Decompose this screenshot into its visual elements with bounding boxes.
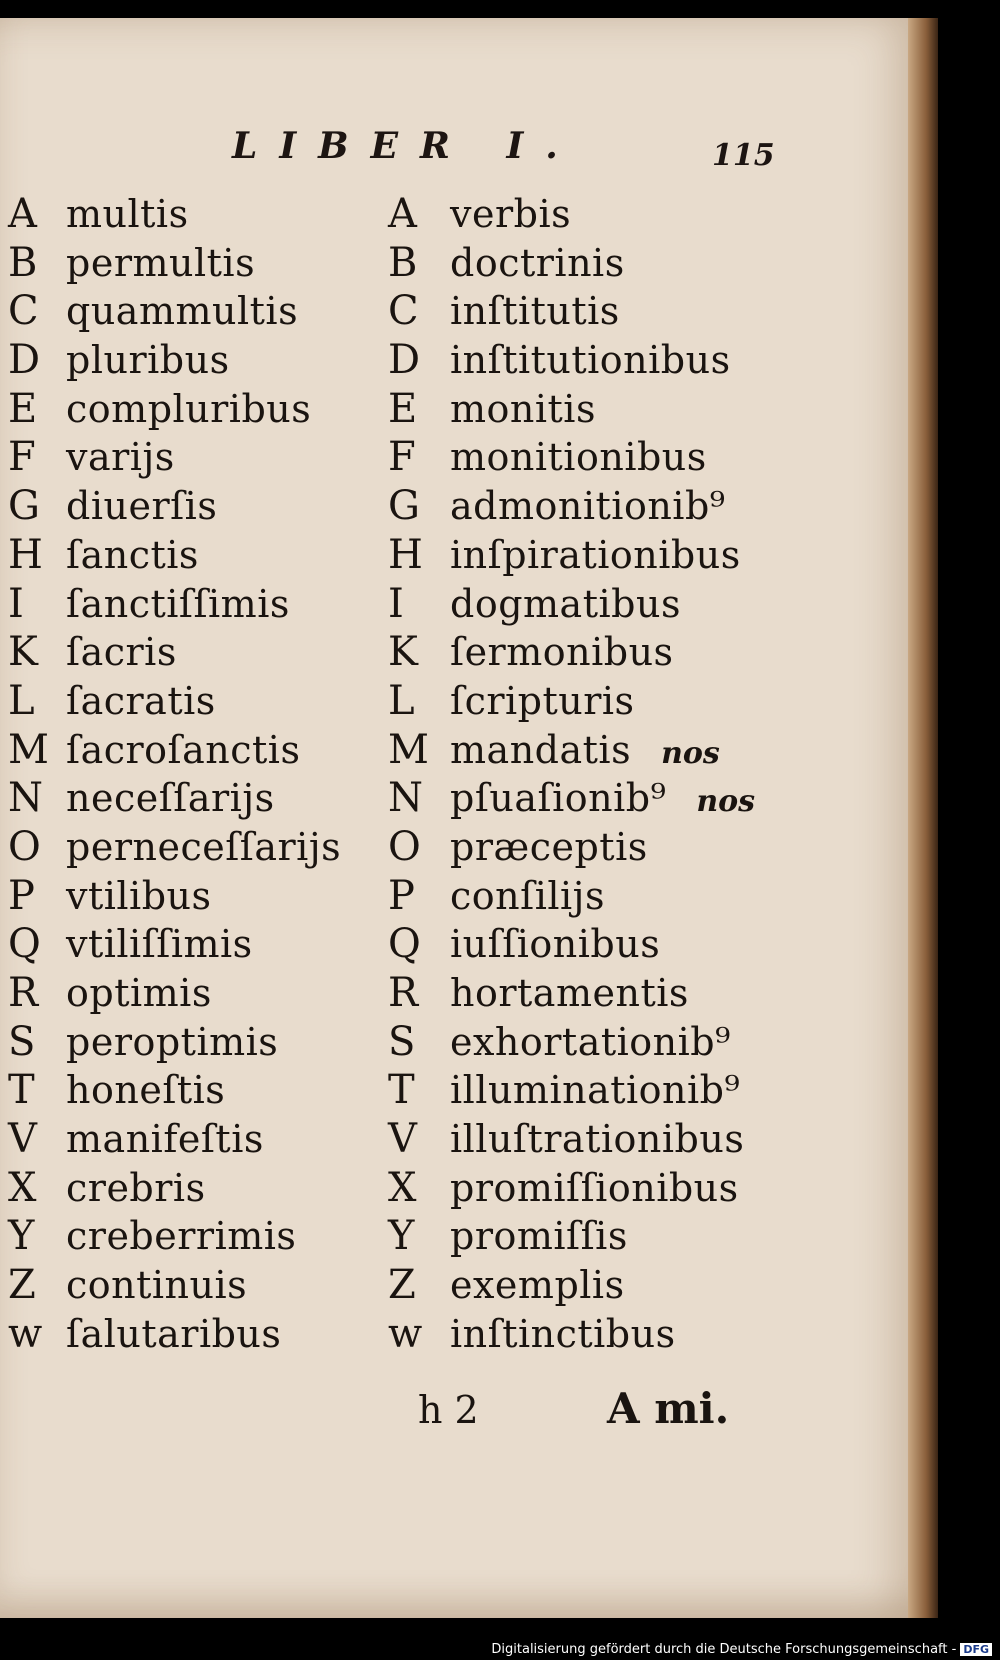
entry-letter: K [8, 629, 38, 676]
right-entry [388, 482, 755, 531]
entry-letter: S [388, 1018, 416, 1065]
entry-word: ſermonibus [450, 630, 674, 675]
entry-letter: D [388, 337, 421, 384]
entry-letter: F [8, 434, 36, 481]
left-entry [8, 1115, 341, 1164]
left-entry [8, 482, 341, 531]
left-entry [8, 433, 341, 482]
right-entry [388, 433, 755, 482]
entry-word: neceſſarijs [66, 776, 275, 821]
left-entry [8, 1212, 341, 1261]
entry-letter: X [8, 1164, 37, 1211]
right-entry [388, 823, 755, 872]
right-entry [388, 190, 755, 239]
entry-word: permultis [66, 240, 256, 285]
entry-word: ſacroſanctis [66, 727, 301, 772]
entry-letter: Z [8, 1262, 36, 1309]
right-entry [388, 1115, 755, 1164]
entry-word: ſalutaribus [66, 1311, 282, 1356]
entry-word: pluribus [66, 338, 230, 383]
entry-word: doctrinis [450, 240, 625, 285]
entry-letter: N [8, 775, 43, 822]
entry-word: manifeſtis [66, 1117, 264, 1162]
right-entry [388, 726, 755, 775]
entry-letter: w [388, 1310, 423, 1357]
entry-word: ſcripturis [450, 678, 635, 723]
entry-word: inſtitutis [450, 289, 620, 334]
left-entry [8, 1066, 341, 1115]
entry-letter: S [8, 1018, 36, 1065]
entry-word: conſilijs [450, 873, 605, 918]
entry-word: crebris [66, 1165, 206, 1210]
entry-word: mandatis [450, 727, 632, 772]
page-number: 115 [712, 138, 775, 173]
left-entry [8, 920, 341, 969]
entry-word: monitionibus [450, 435, 707, 480]
entry-word: promiſſionibus [450, 1165, 739, 1210]
entry-word: promiſſis [450, 1214, 628, 1259]
entry-letter: L [388, 677, 415, 724]
right-entry [388, 920, 755, 969]
page-edge [908, 18, 938, 1618]
left-entry [8, 580, 341, 629]
entry-word: inſtitutionibus [450, 338, 731, 383]
left-entry [8, 1261, 341, 1310]
entry-word: ſacratis [66, 678, 216, 723]
right-entry [388, 580, 755, 629]
entry-letter: F [388, 434, 416, 481]
entry-word: honeſtis [66, 1068, 226, 1113]
entry-word: perneceſſarijs [66, 824, 342, 869]
entry-word: præceptis [450, 824, 648, 869]
right-entry [388, 385, 755, 434]
entry-letter: D [8, 337, 41, 384]
left-column [8, 190, 341, 1359]
entry-word: varijs [66, 435, 175, 480]
entry-letter: H [8, 531, 43, 578]
dfg-logo: DFG [960, 1643, 992, 1656]
margin-note: nos [696, 784, 756, 820]
entry-word: illuſtrationibus [450, 1117, 745, 1162]
entry-word: verbis [450, 192, 572, 236]
entry-letter: G [8, 483, 40, 530]
left-entry [8, 336, 341, 385]
entry-letter: I [388, 580, 404, 627]
left-entry [8, 872, 341, 921]
right-entry [388, 336, 755, 385]
entry-letter: P [388, 872, 415, 919]
entry-word: exhortationib⁹ [450, 1019, 731, 1064]
right-entry [388, 1018, 755, 1067]
entry-letter: R [8, 970, 39, 1016]
entry-word: optimis [66, 971, 212, 1015]
right-entry [388, 774, 755, 823]
entry-word: exemplis [450, 1263, 625, 1308]
entry-word: monitis [450, 386, 596, 431]
entry-word: inſtinctibus [450, 1311, 676, 1356]
left-entry [8, 1310, 341, 1359]
entry-word: quammultis [66, 289, 299, 334]
margin-note: nos [661, 735, 720, 771]
left-entry [8, 190, 341, 239]
entry-word: pſuaſionib⁹ [450, 776, 667, 821]
footer-text: Digitalisierung gefördert durch die Deutsche Forschungsgemeinschaft - [491, 1641, 957, 1657]
entry-word: diuerſis [66, 484, 218, 529]
entry-letter: T [8, 1067, 35, 1114]
entry-letter: O [388, 823, 421, 870]
entry-letter: E [8, 385, 38, 432]
right-entry [388, 531, 755, 580]
entry-word: creberrimis [66, 1214, 297, 1259]
entry-letter: w [8, 1310, 43, 1357]
entry-letter: Y [8, 1213, 35, 1260]
left-entry [8, 1164, 341, 1213]
right-column [388, 190, 755, 1359]
entry-letter: N [388, 775, 423, 822]
entry-word: ſanctis [66, 532, 199, 577]
left-entry [8, 1018, 341, 1067]
entry-word: vtilibus [66, 873, 212, 918]
entry-letter: E [388, 385, 418, 432]
entry-letter: O [8, 823, 41, 870]
entry-letter: V [388, 1116, 417, 1163]
left-entry [8, 531, 341, 580]
left-entry [8, 287, 341, 336]
entry-letter: R [388, 970, 419, 1016]
right-entry [388, 628, 755, 677]
entry-word: continuis [66, 1263, 248, 1308]
digitization-footer [491, 1640, 992, 1658]
right-entry [388, 1164, 755, 1213]
entry-word: dogmatibus [450, 581, 681, 626]
entry-word: iuſſionibus [450, 922, 661, 967]
entry-letter: A [8, 191, 37, 237]
entry-letter: B [388, 239, 418, 286]
left-entry [8, 726, 341, 775]
entry-letter: P [8, 872, 35, 919]
entry-word: admonitionib⁹ [450, 484, 726, 529]
entry-letter: L [8, 677, 35, 724]
left-entry [8, 628, 341, 677]
right-entry [388, 1310, 755, 1359]
entry-letter: A [388, 191, 417, 237]
signature-mark: h 2 [418, 1388, 479, 1432]
entry-letter: B [8, 239, 38, 286]
entry-letter: X [388, 1164, 417, 1211]
entry-word: peroptimis [66, 1019, 279, 1064]
entry-word: hortamentis [450, 971, 689, 1015]
entry-letter: C [8, 288, 39, 335]
right-entry [388, 677, 755, 726]
entry-letter: T [388, 1067, 415, 1114]
running-head: LIBER I. [232, 125, 580, 167]
entry-letter: Q [388, 921, 421, 968]
entry-letter: Y [388, 1213, 415, 1260]
right-entry [388, 872, 755, 921]
right-entry [388, 969, 755, 1018]
entry-letter: Z [388, 1262, 416, 1309]
entry-word: illuminationib⁹ [450, 1068, 741, 1113]
entry-letter: K [388, 629, 418, 676]
left-entry [8, 677, 341, 726]
left-entry [8, 385, 341, 434]
entry-word: compluribus [66, 386, 312, 431]
entry-letter: C [388, 288, 419, 335]
entry-letter: V [8, 1116, 37, 1163]
entry-word: vtiliſſimis [66, 922, 253, 967]
entry-letter: H [388, 531, 423, 578]
right-entry [388, 1261, 755, 1310]
entry-letter: G [388, 483, 420, 530]
entry-word: ſanctiſſimis [66, 581, 290, 626]
entry-letter: M [388, 726, 429, 773]
left-entry [8, 969, 341, 1018]
right-entry [388, 239, 755, 288]
entry-word: multis [66, 192, 189, 236]
right-entry [388, 1212, 755, 1261]
right-entry [388, 1066, 755, 1115]
entry-word: ſacris [66, 630, 177, 675]
left-entry [8, 774, 341, 823]
entry-letter: Q [8, 921, 41, 968]
right-entry [388, 287, 755, 336]
left-entry [8, 823, 341, 872]
left-entry [8, 239, 341, 288]
catchword: A mi. [607, 1384, 730, 1433]
entry-letter: I [8, 580, 24, 627]
entry-word: inſpirationibus [450, 532, 741, 577]
entry-letter: M [8, 726, 49, 773]
